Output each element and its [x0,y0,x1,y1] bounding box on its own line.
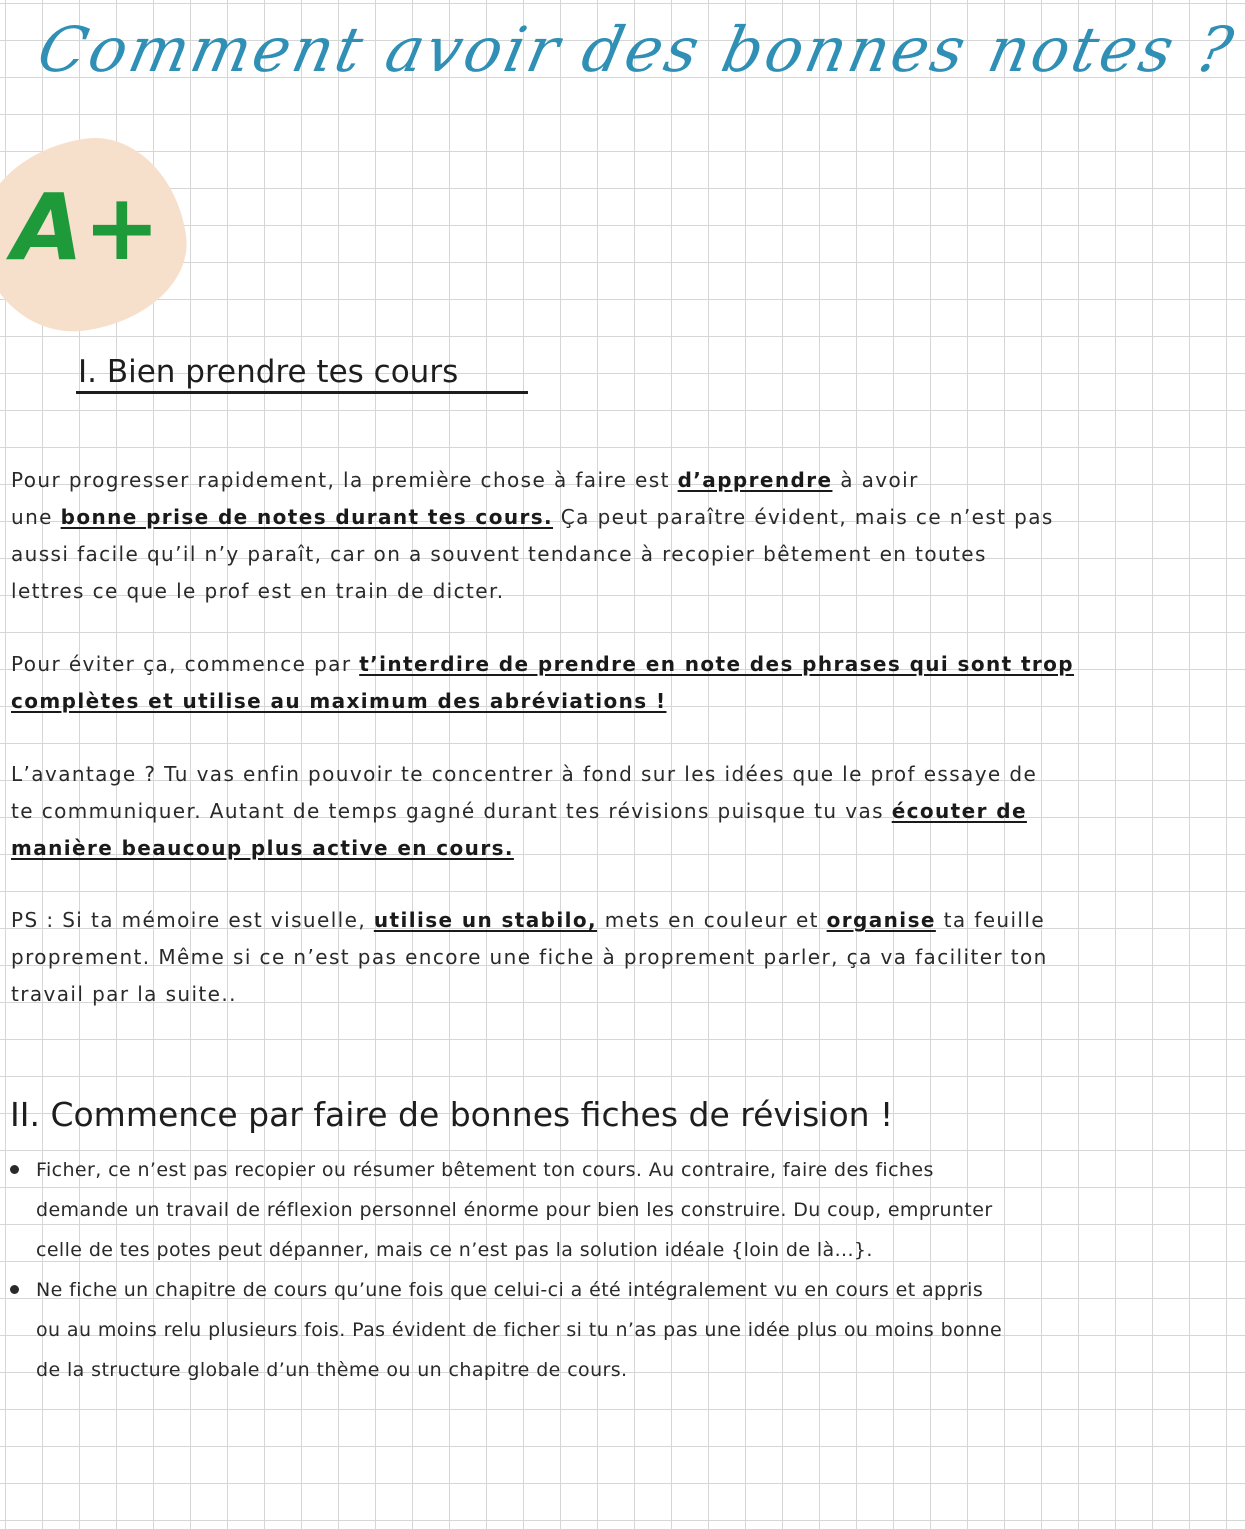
bullet-icon [10,1285,19,1294]
text: aussi facile qu’il n’y paraît, car on a souvent tendance à recopier bêtement en toutes [11,542,987,566]
emphasis: bonne prise de notes durant tes cours. [60,505,554,529]
text: à avoir [832,468,919,492]
text: travail par la suite.. [11,982,237,1006]
paragraph-note-taking [11,462,1075,610]
list-item-line: de la structure globale d’un thème ou un chapitre de cours. [36,1359,628,1381]
text: Ça peut paraître évident, mais ce n’est pas [553,505,1054,529]
list-item [10,1150,1080,1270]
text: mets en couleur et [597,908,827,932]
text: lettres ce que le prof est en train de dicter. [11,579,505,603]
emphasis: d’apprendre [677,468,833,492]
paragraph-advantage [11,756,1075,867]
grade-badge: A+ [12,174,161,281]
section-1-heading-underline [76,391,528,394]
emphasis: manière beaucoup plus active en cours. [11,836,514,860]
list-item-line: celle de tes potes peut dépanner, mais ce n’est pas la solution idéale {loin de là...}. [36,1239,873,1261]
bullet-icon [10,1165,19,1174]
section-2-heading: II. Commence par faire de bonnes fiches de révision ! [10,1095,894,1134]
section-1-heading: I. Bien prendre tes cours [78,354,459,390]
emphasis: écouter de [891,799,1027,823]
list-item-line: ou au moins relu plusieurs fois. Pas évident de ficher si tu n’as pas une idée plus ou moins bonne [36,1319,1003,1341]
emphasis: organise [826,908,936,932]
list-item-line: demande un travail de réflexion personnel énorme pour bien les construire. Du coup, emprunter [36,1199,993,1221]
text: ta feuille [935,908,1046,932]
revision-tips-list [10,1150,1080,1390]
list-item-line: Ne fiche un chapitre de cours qu’une fois que celui-ci a été intégralement vu en cours et appris [36,1279,984,1301]
text: Pour éviter ça, commence par [11,652,360,676]
list-item [10,1270,1080,1390]
text: PS : Si ta mémoire est visuelle, [11,908,374,932]
list-item-line: Ficher, ce n’est pas recopier ou résumer bêtement ton cours. Au contraire, faire des fiches [36,1159,934,1181]
emphasis: utilise un stabilo, [373,908,598,932]
text: Pour progresser rapidement, la première chose à faire est [11,468,678,492]
text: te communiquer. Autant de temps gagné durant tes révisions puisque tu vas [11,799,892,823]
paragraph-avoid-full-sentences [11,646,1075,720]
text: proprement. Même si ce n’est pas encore une fiche à proprement parler, ça va faciliter ton [11,945,1048,969]
paragraph-ps [11,902,1075,1013]
text: L’avantage ? Tu vas enfin pouvoir te concentrer à fond sur les idées que le prof essaye de [11,762,1038,786]
text: une [11,505,61,529]
emphasis: t’interdire de prendre en note des phrases qui sont trop [359,652,1075,676]
emphasis: complètes et utilise au maximum des abréviations ! [11,689,667,713]
page-title: Comment avoir des bonnes notes ? [31,13,1242,86]
